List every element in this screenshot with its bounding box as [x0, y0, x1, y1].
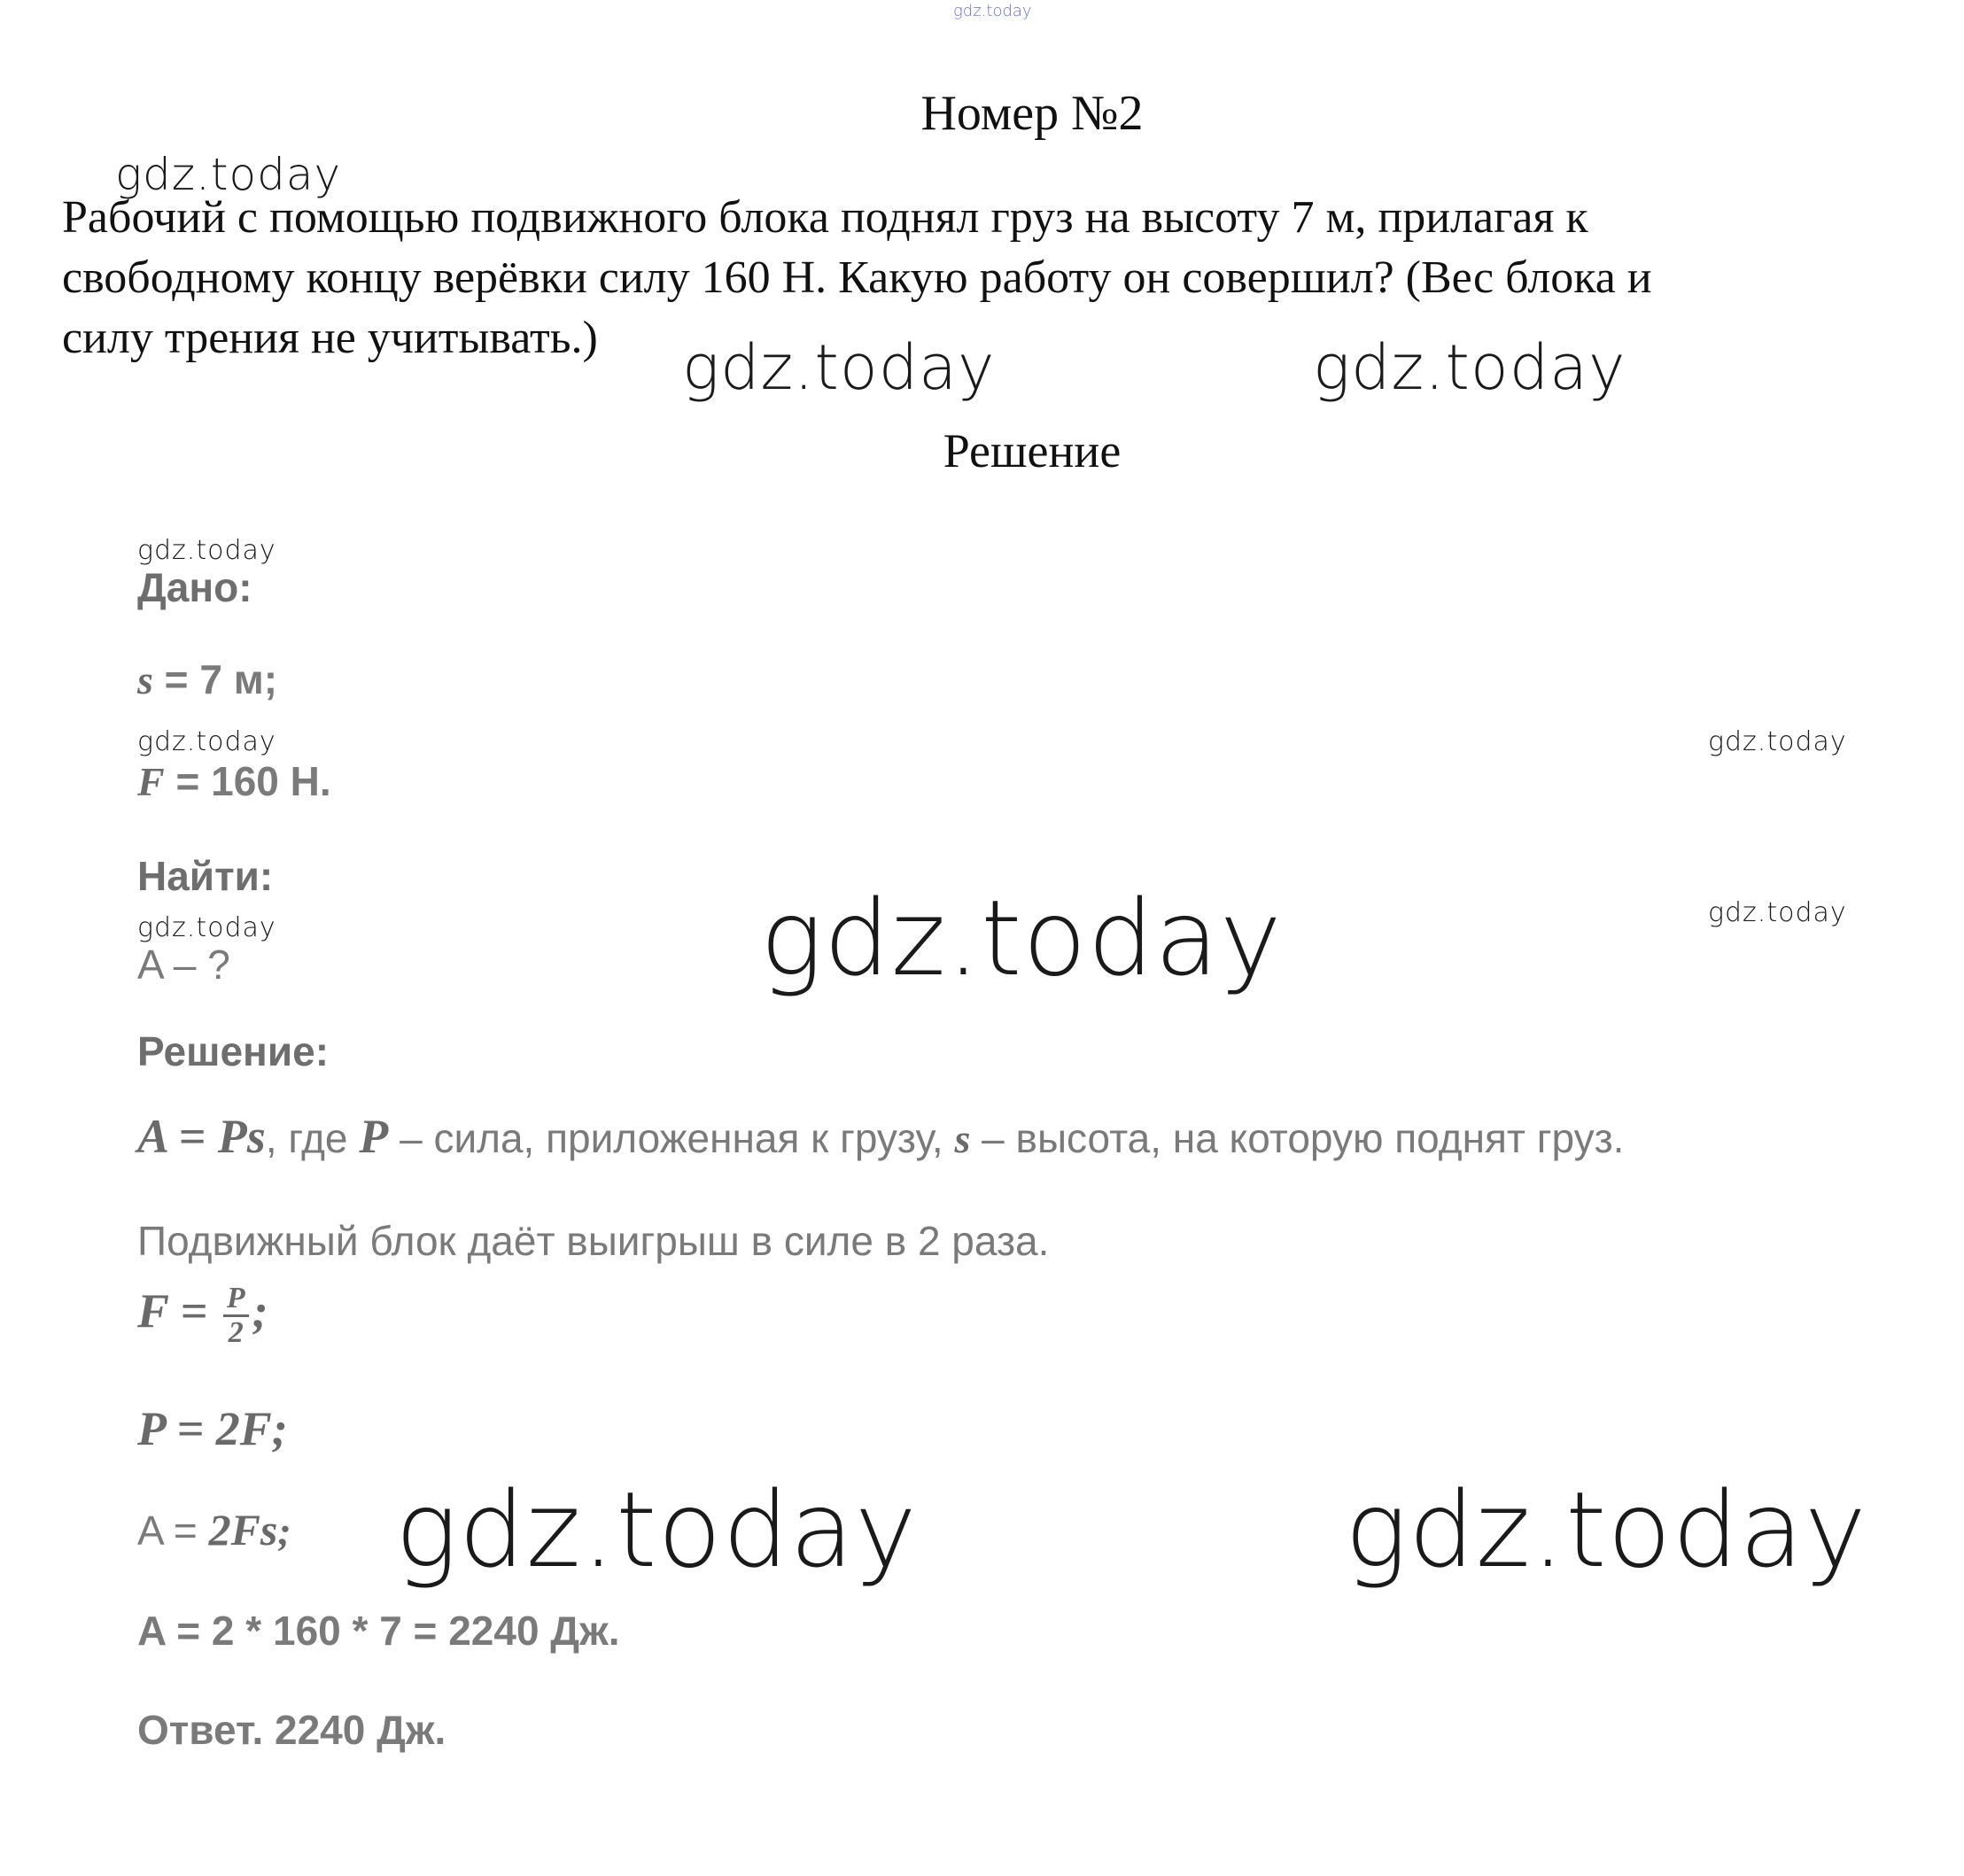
formula-text-2: – сила, приложенная к грузу, [388, 1115, 955, 1161]
watermark: gdz.today [760, 877, 1283, 999]
watermark: gdz.today [1708, 897, 1847, 928]
given-f-var: F [137, 759, 165, 804]
watermark: gdz.today [1313, 331, 1626, 404]
problem-line-2: свободному концу верёвки силу 160 Н. Какую работу он совершил? (Вес блока и [62, 252, 1652, 303]
watermark: gdz.today [682, 331, 996, 404]
eq2-text: P = 2F [137, 1402, 272, 1455]
watermark: gdz.today [395, 1469, 918, 1591]
eq3-expr: 2Fs [208, 1505, 278, 1554]
eq1-fraction [223, 1283, 249, 1349]
equation-2 [137, 1401, 288, 1456]
eq3-end: ; [277, 1508, 291, 1554]
watermark: gdz.today [1708, 726, 1847, 757]
formula-p: P [359, 1110, 389, 1163]
watermark: gdz.today [137, 726, 276, 757]
watermark-top: gdz.today [953, 2, 1032, 20]
eq3-prefix: A = [137, 1508, 209, 1554]
formula-line [137, 1109, 1624, 1164]
watermark: gdz.today [115, 149, 342, 200]
eq1-lhs: F = [137, 1283, 220, 1337]
given-s-value: = 7 м; [152, 656, 278, 702]
equation-1 [137, 1283, 268, 1349]
solution-heading: Решение [943, 424, 1122, 477]
solution-label: Решение: [137, 1028, 330, 1074]
problem-statement [62, 188, 1931, 368]
formula-s: s [954, 1116, 971, 1161]
problem-line-1: Рабочий с помощью подвижного блока поднял груз на высоту 7 м, прилагая к [62, 192, 1588, 243]
eq2-end: ; [271, 1402, 288, 1455]
watermark: gdz.today [137, 535, 276, 566]
eq1-numerator: P [223, 1283, 249, 1317]
given-f [137, 757, 331, 805]
answer: Ответ. 2240 Дж. [137, 1707, 446, 1753]
eq1-end: ; [252, 1283, 268, 1337]
block-text: Подвижный блок даёт выигрыш в силе в 2 раза. [137, 1218, 1050, 1264]
watermark: gdz.today [137, 912, 276, 943]
given-s-var: s [137, 657, 153, 702]
problem-line-3: силу трения не учитывать.) [62, 313, 598, 363]
formula-text-1: , где [265, 1115, 360, 1161]
find-value: A – ? [137, 942, 230, 988]
given-label: Дано: [137, 564, 252, 610]
given-f-value: = 160 Н. [164, 758, 331, 804]
find-label: Найти: [137, 853, 274, 899]
eq1-denominator: 2 [228, 1316, 244, 1349]
watermark: gdz.today [1345, 1469, 1867, 1591]
formula-text-3: – высота, на которую поднят груз. [970, 1115, 1625, 1161]
formula-lhs: A = Ps [137, 1110, 266, 1163]
calculation: A = 2 * 160 * 7 = 2240 Дж. [137, 1608, 620, 1654]
page-title: Номер №2 [920, 86, 1144, 141]
equation-3 [137, 1504, 291, 1555]
given-s [137, 655, 277, 703]
